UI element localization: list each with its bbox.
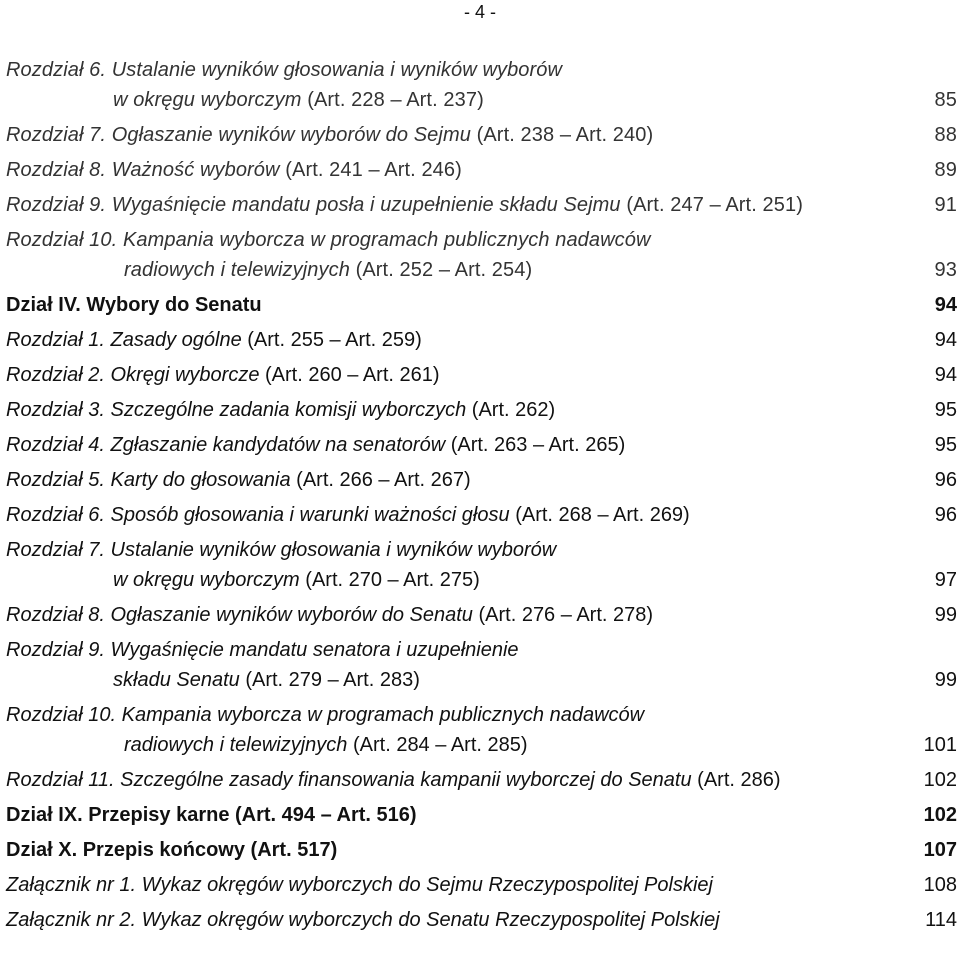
toc-entry	[6, 500, 960, 530]
toc-entry	[6, 55, 960, 115]
entry-articles: (Art. 228 – Art. 237)	[307, 89, 484, 111]
entry-page: 94	[934, 294, 957, 316]
toc-entry	[6, 765, 960, 795]
entry-page: 114	[925, 909, 957, 931]
entry-page: 99	[934, 604, 957, 626]
entry-page: 94	[934, 329, 957, 351]
toc-entry	[6, 155, 960, 185]
toc-section	[6, 835, 960, 865]
entry-page: 93	[934, 259, 957, 281]
entry-articles: (Art. 247 – Art. 251)	[626, 194, 803, 216]
toc-entry	[6, 190, 960, 220]
table-of-contents	[6, 55, 960, 935]
entry-page: 85	[934, 89, 957, 111]
toc-entry	[6, 120, 960, 150]
section-title: Przepisy karne (Art. 494 – Art. 516)	[88, 804, 417, 826]
entry-prefix: Rozdział 10.	[6, 229, 118, 251]
entry-title: Szczególne zasady finansowania kampanii wyborczej do Senatu	[120, 769, 692, 791]
entry-page: 107	[923, 839, 957, 861]
entry-title: Ustalanie wyników głosowania i wyników wyborów	[110, 539, 557, 561]
entry-title: Szczególne zadania komisji wyborczych	[110, 399, 467, 421]
toc-entry	[6, 430, 960, 460]
toc-section	[6, 800, 960, 830]
entry-articles: (Art. 266 – Art. 267)	[296, 469, 471, 491]
entry-prefix: Rozdział 7.	[6, 539, 105, 561]
entry-page: 96	[934, 469, 957, 491]
toc-entry	[6, 225, 960, 285]
entry-title: Karty do głosowania	[110, 469, 291, 491]
page-number: - 4 -	[463, 2, 496, 22]
entry-articles: (Art. 270 – Art. 275)	[305, 569, 480, 591]
entry-page: 95	[934, 399, 957, 421]
entry-prefix: Rozdział 6.	[6, 59, 107, 81]
entry-prefix: Rozdział 9.	[6, 639, 105, 661]
section-prefix: Dział IX.	[6, 804, 83, 826]
entry-title: Sposób głosowania i warunki ważności głosu	[110, 504, 510, 526]
entry-articles: (Art. 279 – Art. 283)	[245, 669, 420, 691]
section-title: Wybory do Senatu	[86, 294, 262, 316]
entry-title: Wykaz okręgów wyborczych do Sejmu Rzeczypospolitej Polskiej	[141, 874, 713, 896]
entry-page: 94	[934, 364, 957, 386]
entry-title: Zasady ogólne	[110, 329, 242, 351]
toc-entry	[6, 870, 960, 900]
entry-title: Okręgi wyborcze	[110, 364, 260, 386]
entry-title: Wygaśnięcie mandatu senatora i uzupełnienie	[110, 639, 519, 661]
toc-section	[6, 290, 960, 320]
entry-articles: (Art. 262)	[471, 399, 556, 421]
entry-prefix: Rozdział 6.	[6, 504, 105, 526]
entry-title: Wygaśnięcie mandatu posła i uzupełnienie składu Sejmu	[111, 194, 621, 216]
entry-prefix: Rozdział 9.	[6, 194, 107, 216]
entry-page: 102	[923, 804, 957, 826]
entry-page: 102	[923, 769, 957, 791]
entry-title-cont: składu Senatu	[113, 669, 240, 691]
entry-title-cont: radiowych i telewizyjnych	[124, 734, 348, 756]
entry-title: Kampania wyborcza w programach publicznych nadawców	[121, 704, 645, 726]
entry-articles: (Art. 284 – Art. 285)	[352, 734, 528, 756]
entry-articles: (Art. 263 – Art. 265)	[450, 434, 626, 456]
entry-prefix: Załącznik nr 1.	[6, 874, 137, 896]
entry-articles: (Art. 238 – Art. 240)	[476, 124, 654, 146]
entry-prefix: Rozdział 2.	[6, 364, 105, 386]
entry-articles: (Art. 276 – Art. 278)	[478, 604, 654, 626]
entry-title: Zgłaszanie kandydatów na senatorów	[110, 434, 446, 456]
entry-page: 91	[934, 194, 957, 216]
entry-prefix: Rozdział 8.	[6, 604, 105, 626]
entry-articles: (Art. 255 – Art. 259)	[247, 329, 422, 351]
entry-prefix: Rozdział 8.	[6, 159, 107, 181]
entry-page: 97	[934, 569, 957, 591]
toc-entry	[6, 700, 960, 760]
entry-title: Kampania wyborcza w programach publicznych nadawców	[122, 229, 651, 251]
section-title: Przepis końcowy (Art. 517)	[82, 839, 338, 861]
entry-articles: (Art. 260 – Art. 261)	[265, 364, 440, 386]
entry-page: 88	[934, 124, 957, 146]
toc-entry	[6, 905, 960, 935]
entry-title: Ważność wyborów	[111, 159, 280, 181]
entry-prefix: Rozdział 3.	[6, 399, 105, 421]
toc-entry	[6, 635, 960, 695]
toc-entry	[6, 325, 960, 355]
entry-articles: (Art. 268 – Art. 269)	[515, 504, 690, 526]
toc-entry	[6, 600, 960, 630]
entry-title-cont: w okręgu wyborczym	[113, 569, 300, 591]
entry-prefix: Rozdział 1.	[6, 329, 105, 351]
entry-title: Wykaz okręgów wyborczych do Senatu Rzeczypospolitej Polskiej	[141, 909, 720, 931]
entry-articles: (Art. 241 – Art. 246)	[285, 159, 462, 181]
entry-articles: (Art. 252 – Art. 254)	[355, 259, 533, 281]
entry-page: 101	[923, 734, 957, 756]
entry-page: 95	[934, 434, 957, 456]
entry-prefix: Rozdział 10.	[6, 704, 117, 726]
entry-page: 96	[934, 504, 957, 526]
section-prefix: Dział X.	[6, 839, 78, 861]
entry-title: Ogłaszanie wyników wyborów do Sejmu	[111, 124, 471, 146]
toc-entry	[6, 395, 960, 425]
entry-title: Ustalanie wyników głosowania i wyników wyborów	[111, 59, 563, 81]
entry-page: 99	[934, 669, 957, 691]
toc-entry	[6, 535, 960, 595]
section-prefix: Dział IV.	[6, 294, 81, 316]
entry-prefix: Rozdział 11.	[6, 769, 115, 791]
entry-page: 89	[934, 159, 957, 181]
entry-title-cont: radiowych i telewizyjnych	[124, 259, 350, 281]
entry-page: 108	[923, 874, 957, 896]
entry-prefix: Rozdział 5.	[6, 469, 105, 491]
entry-prefix: Rozdział 7.	[6, 124, 107, 146]
toc-entry	[6, 465, 960, 495]
entry-prefix: Załącznik nr 2.	[6, 909, 137, 931]
entry-articles: (Art. 286)	[697, 769, 781, 791]
entry-title-cont: w okręgu wyborczym	[113, 89, 302, 111]
entry-title: Ogłaszanie wyników wyborów do Senatu	[110, 604, 473, 626]
toc-entry	[6, 360, 960, 390]
entry-prefix: Rozdział 4.	[6, 434, 105, 456]
